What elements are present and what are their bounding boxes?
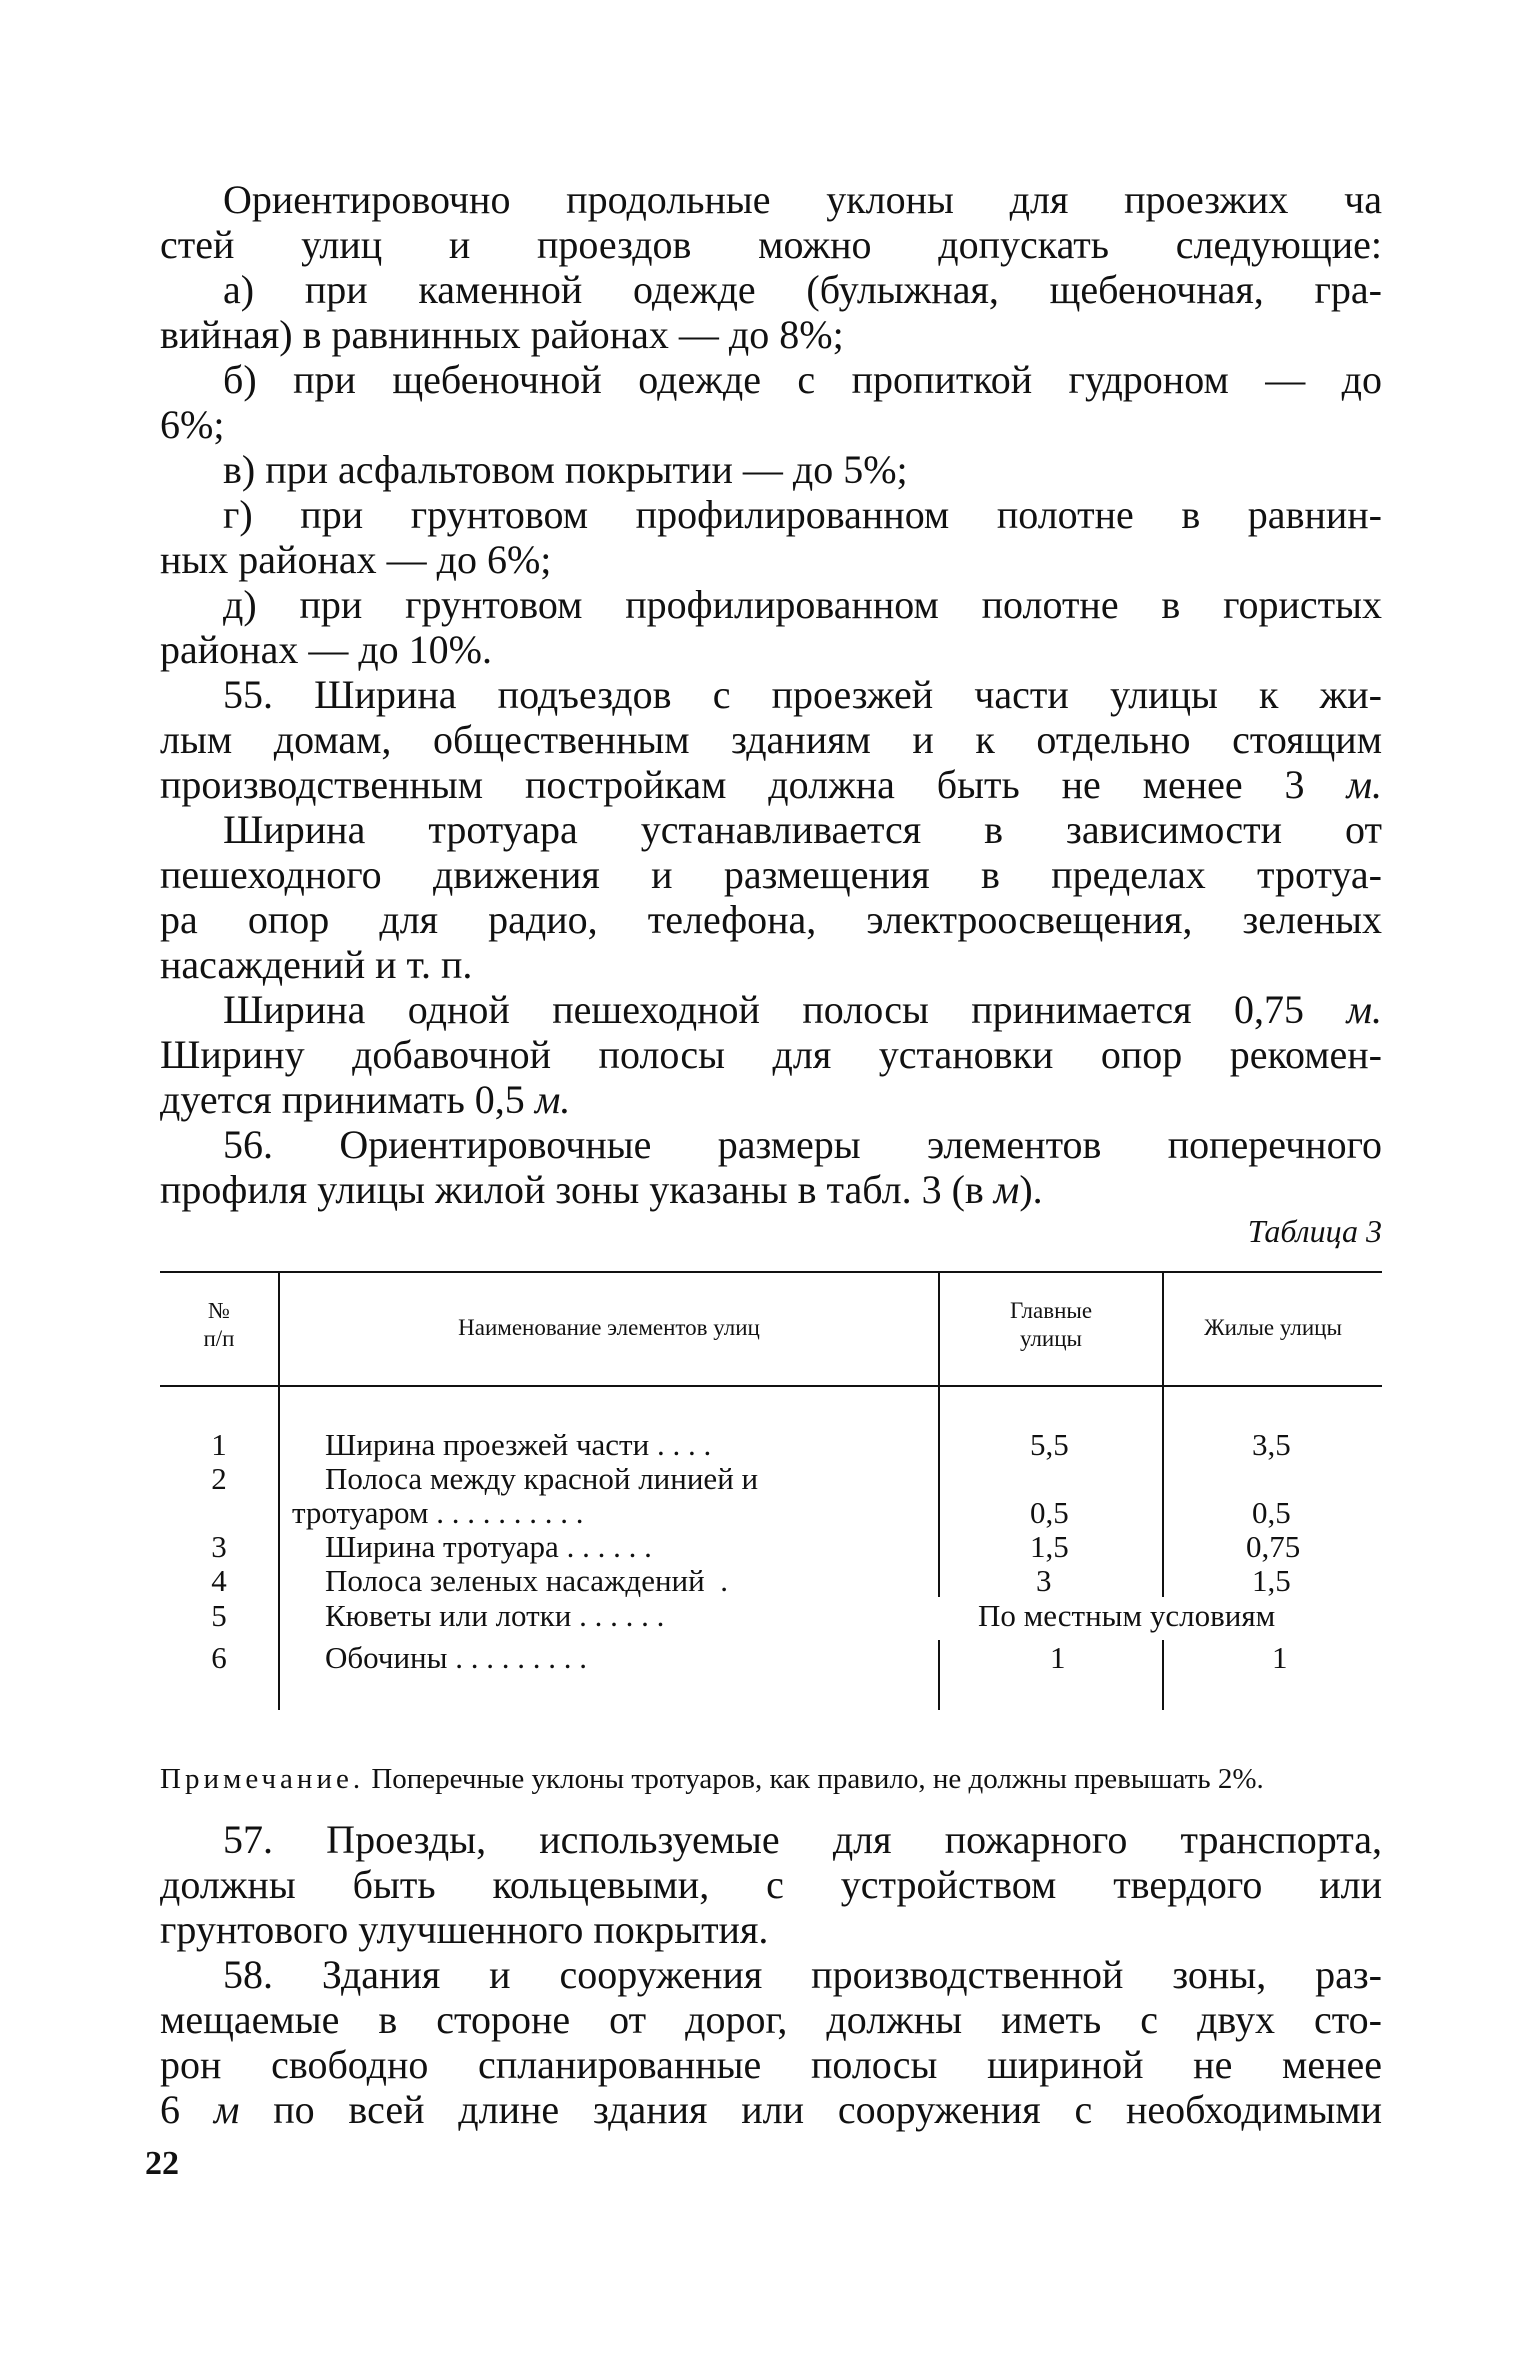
clause-58: 58. Здания и сооружения производственной зоны, раз- [223,1952,1382,1997]
row-number: 5 [211,1598,227,1633]
row-main: 1,5 [1030,1529,1069,1564]
clause-57: 57. Проезды, используемые для пожарного транспорта, [223,1817,1382,1862]
page-number: 22 [145,2145,179,2182]
row-res: 0,75 [1246,1529,1301,1564]
table-divider [1162,1387,1164,1597]
header-name: Наименование элементов улиц [458,1315,760,1340]
text-line [160,1167,1382,1212]
text-line: должны быть кольцевыми, с устройством твердого или [160,1862,1382,1907]
row-name: Полоса зеленых насаждений . [325,1563,728,1598]
row-name: Ширина проезжей части . . . . [325,1427,712,1462]
table-note [160,1762,1382,1797]
text-line: Ширина тротуара устанавливается в зависимости от [223,807,1382,852]
table-divider [278,1387,280,1710]
table-header-rule [160,1385,1382,1387]
row-main: 3 [1036,1563,1052,1598]
text-line: грунтового улучшенного покрытия. [160,1907,769,1952]
text-line [160,762,1382,807]
text-run: дуется принимать 0,5 [160,1077,535,1122]
header-main-top: Главные [1009,1298,1093,1323]
clause-56: 56. Ориентировочные размеры элементов поперечного [223,1122,1382,1167]
table-caption: Таблица 3 [1247,1213,1382,1249]
list-item-v: в) при асфальтовом покрытии — до 5%; [223,447,908,492]
row-number: 3 [211,1529,227,1564]
list-item-b: б) при щебеночной одежде с пропиткой гудроном — до [223,357,1382,402]
text-line [160,1077,1382,1122]
table-divider [938,1640,940,1710]
row-name: тротуаром . . . . . . . . . . [292,1495,584,1530]
text-line: Ширину добавочной полосы для установки опор рекомен- [160,1032,1382,1077]
text-run: ). [1019,1167,1043,1212]
header-number-top: № [208,1298,230,1323]
list-item-a: а) при каменной одежде (булыжная, щебеночная, гра- [223,267,1382,312]
unit-m: м. [1346,762,1382,807]
header-number-bottom: п/п [203,1326,235,1351]
row-name: Обочины . . . . . . . . . [325,1640,587,1675]
row-res: 1 [1272,1640,1288,1675]
row-main: 1 [1050,1640,1066,1675]
row-number: 4 [211,1563,227,1598]
table-top-rule [160,1271,1382,1273]
header-number [160,1297,278,1353]
list-item-d: д) при грунтовом профилированном полотне в гористых [223,582,1382,627]
list-item-g: г) при грунтовом профилированном полотне в равнин- [223,492,1382,537]
text-run: Ширина одной пешеходной полосы принимается 0,75 [223,987,1347,1032]
table-divider [938,1387,940,1597]
text-line: Ориентировочно продольные уклоны для проезжих ча [223,177,1382,222]
row-res: 0,5 [1252,1495,1291,1530]
row-number: 1 [211,1427,227,1462]
text-line: стей улиц и проездов можно допускать следующие: [160,222,1382,267]
list-item-g-cont: ных районах — до 6%; [160,537,552,582]
text-run: профиля улицы жилой зоны указаны в табл. 3 (в [160,1167,994,1212]
unit-m: м. [1346,987,1382,1032]
text-line: пешеходного движения и размещения в пределах тротуа- [160,852,1382,897]
text-line: рон свободно спланированные полосы шириной не менее [160,2042,1382,2087]
row-main: 5,5 [1030,1427,1069,1462]
unit-m: м [213,2087,240,2132]
text-line: лым домам, общественным зданиям и к отдельно стоящим [160,717,1382,762]
text-line [160,2087,1382,2132]
text-line [160,987,1382,1032]
row-number: 2 [211,1461,227,1496]
list-item-d-cont: районах — до 10%. [160,627,492,672]
list-item-a-cont: вийная) в равнинных районах — до 8%; [160,312,844,357]
note-text: Поперечные уклоны тротуаров, как правило, не должны превышать 2%. [364,1763,1264,1795]
text-run: производственным постройкам должна быть не менее 3 [160,762,1347,807]
row-res: 1,5 [1252,1563,1291,1598]
text-line: насаждений и т. п. [160,942,473,987]
row-name: Полоса между красной линией и [325,1461,759,1496]
header-residential-streets: Жилые улицы [1204,1315,1342,1340]
header-main-bottom: улицы [1019,1326,1083,1351]
clause-55: 55. Ширина подъездов с проезжей части улицы к жи- [223,672,1382,717]
list-item-b-cont: 6%; [160,402,225,447]
text-line: ра опор для радио, телефона, электроосвещения, зеленых [160,897,1382,942]
row-name: Ширина тротуара . . . . . . [325,1529,652,1564]
text-run: 6 [160,2087,214,2132]
row-name: Кюветы или лотки . . . . . . [325,1598,665,1633]
text-run: по всей длине здания или сооружения с необходимыми [239,2087,1382,2132]
table-divider [1162,1640,1164,1710]
row-res: 3,5 [1252,1427,1291,1462]
unit-m: м. [534,1077,571,1122]
row-main: 0,5 [1030,1495,1069,1530]
row-span-value: По местным условиям [978,1598,1276,1633]
row-number: 6 [211,1640,227,1675]
unit-m: м [993,1167,1020,1212]
text-line: мещаемые в стороне от дорог, должны иметь с двух сто- [160,1997,1382,2042]
note-label: Примечание. [160,1763,365,1795]
header-main-streets [940,1297,1162,1353]
